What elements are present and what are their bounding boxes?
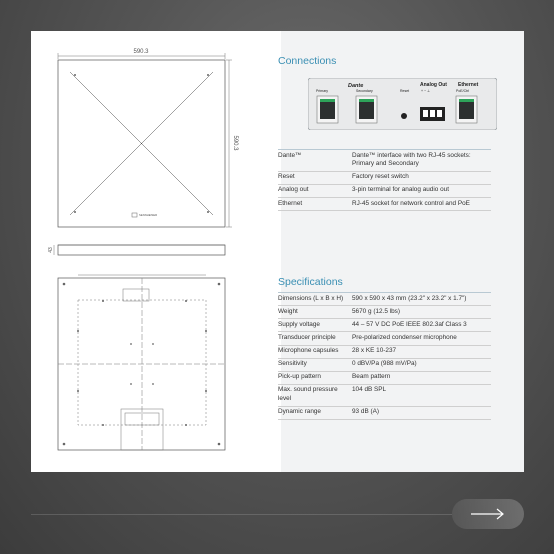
next-page-button[interactable] xyxy=(452,499,524,529)
dante-logo: Dante xyxy=(348,83,364,89)
brand-text: SENNHEISER xyxy=(139,213,158,217)
rj45-ethernet xyxy=(456,96,477,123)
poe-label: PoE/Ctrl xyxy=(456,89,470,93)
spec-key: Weight xyxy=(278,306,352,319)
technical-drawings xyxy=(31,31,281,472)
connection-row xyxy=(278,150,491,171)
dim-height-label: 590.3 xyxy=(232,135,238,151)
footer-line xyxy=(31,514,452,515)
arrow-right-icon xyxy=(469,507,507,521)
spec-value: 104 dB SPL xyxy=(352,384,491,406)
spec-key: Supply voltage xyxy=(278,319,352,332)
spec-key: Microphone capsules xyxy=(278,345,352,358)
spec-value: Dante™ interface with two RJ-45 sockets: Primary and Secondary xyxy=(352,150,491,171)
spec-value: Pre-polarized condenser microphone xyxy=(352,332,491,345)
spec-row xyxy=(278,332,491,345)
rj45-primary xyxy=(317,96,338,123)
pins-label: + − ⊥ xyxy=(421,89,431,93)
spec-key: Transducer principle xyxy=(278,332,352,345)
specifications-title: Specifications xyxy=(278,276,343,288)
spec-value: RJ-45 socket for network control and PoE xyxy=(352,198,491,211)
dim-depth-label: 43 xyxy=(48,247,54,253)
connector-panel-illustration xyxy=(308,78,497,130)
spec-row xyxy=(278,384,491,406)
secondary-label: Secondary xyxy=(356,89,373,93)
spec-value: 5670 g (12.5 lbs) xyxy=(352,306,491,319)
spec-key: Dante™ xyxy=(278,150,352,171)
spec-key: Ethernet xyxy=(278,198,352,211)
spec-key: Analog out xyxy=(278,184,352,197)
rj45-secondary xyxy=(356,96,377,123)
reset-label: Reset xyxy=(400,89,410,93)
spec-key: Reset xyxy=(278,171,352,184)
spec-value: 93 dB (A) xyxy=(352,406,491,419)
dim-width-label: 590.3 xyxy=(133,49,149,55)
technical-drawing xyxy=(31,31,281,472)
connection-row xyxy=(278,171,491,184)
spec-row xyxy=(278,371,491,384)
connector-panel xyxy=(308,78,497,130)
spec-value: Factory reset switch xyxy=(352,171,491,184)
spec-value: 44 – 57 V DC PoE IEEE 802.3af Class 3 xyxy=(352,319,491,332)
primary-label: Primary xyxy=(316,89,329,93)
spec-value: 0 dBV/Pa (988 mV/Pa) xyxy=(352,358,491,371)
spec-key: Dimensions (L x B x H) xyxy=(278,293,352,306)
spec-value: 28 x KE 10-237 xyxy=(352,345,491,358)
reset-button xyxy=(401,113,407,119)
spec-row xyxy=(278,293,491,306)
spec-key: Pick-up pattern xyxy=(278,371,352,384)
spec-key: Dynamic range xyxy=(278,406,352,419)
spec-row xyxy=(278,319,491,332)
analog-out-label: Analog Out xyxy=(420,82,447,88)
connections-table xyxy=(278,150,491,211)
spec-key: Sensitivity xyxy=(278,358,352,371)
spec-value: Beam pattern xyxy=(352,371,491,384)
spec-value: 3-pin terminal for analog audio out xyxy=(352,184,491,197)
spec-value: 590 x 590 x 43 mm (23.2" x 23.2" x 1.7") xyxy=(352,293,491,306)
spec-row xyxy=(278,306,491,319)
ethernet-label: Ethernet xyxy=(458,82,479,88)
analog-terminal xyxy=(420,107,445,121)
spec-key: Max. sound pressure level xyxy=(278,384,352,406)
connection-row xyxy=(278,198,491,211)
connection-row xyxy=(278,184,491,197)
spec-row xyxy=(278,406,491,419)
specifications-table xyxy=(278,293,491,420)
spec-row xyxy=(278,358,491,371)
connections-title: Connections xyxy=(278,55,337,67)
spec-row xyxy=(278,345,491,358)
